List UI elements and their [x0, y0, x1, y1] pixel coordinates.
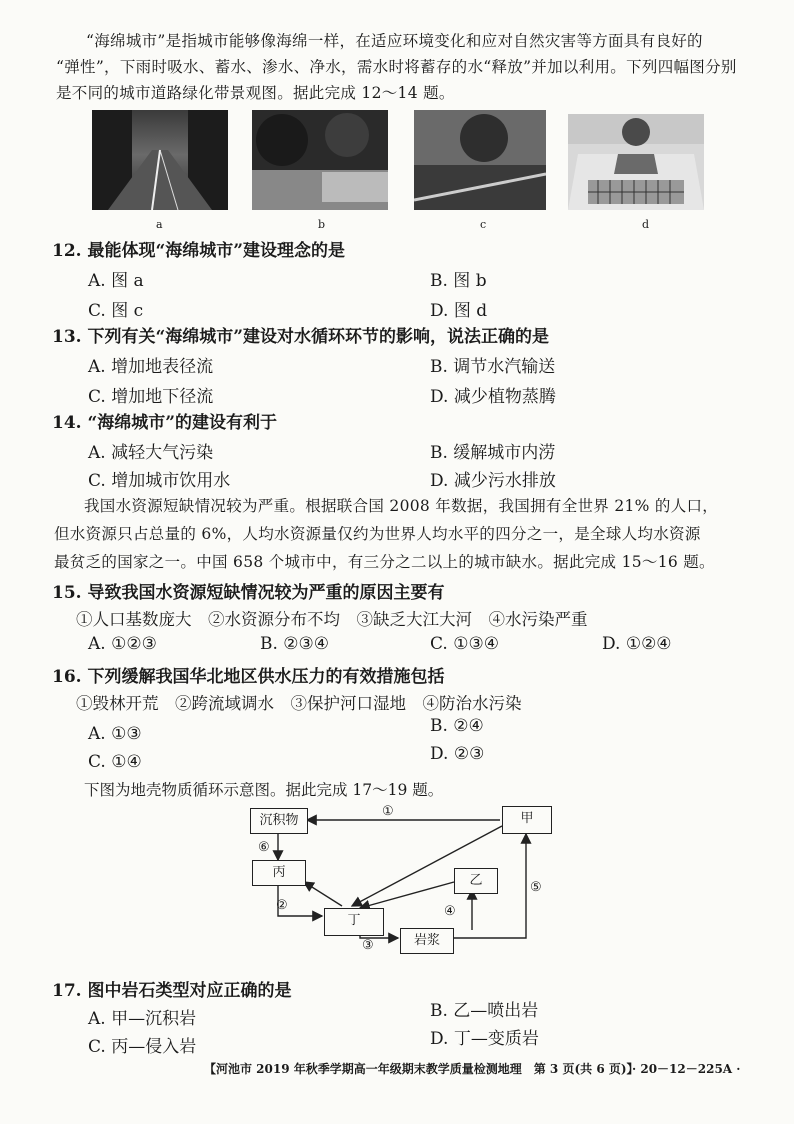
photo-caption-b: b	[318, 218, 326, 231]
q17-option-b[interactable]: B. 乙—喷出岩	[430, 1001, 539, 1021]
q12-option-c[interactable]: C. 图 c	[88, 301, 144, 321]
sediment-box: 沉积物	[250, 808, 308, 834]
q17-option-c[interactable]: C. 丙—侵入岩	[88, 1037, 197, 1057]
label-6: ⑥	[258, 840, 270, 855]
photo-a	[92, 110, 228, 210]
photo-c	[414, 110, 546, 210]
footer-page-info: 【河池市 2019 年秋季学期高一年级期末教学质量检测地理 第 3 页(共 6 页)】	[204, 1062, 639, 1076]
q12-option-d[interactable]: D. 图 d	[430, 301, 488, 321]
q13-option-c[interactable]: C. 增加地下径流	[88, 387, 214, 407]
q12-option-b[interactable]: B. 图 b	[430, 271, 487, 291]
q15-option-c[interactable]: C. ①③④	[430, 634, 499, 654]
question-15: 15. 导致我国水资源短缺情况较为严重的原因主要有	[52, 583, 445, 603]
intro-line: “弹性”，下雨时吸水、蓄水、渗水、净水，需水时将蓄存的水“释放”并加以利用。下列四幅图分别	[56, 58, 737, 76]
question-14: 14. “海绵城市”的建设有利于	[52, 413, 278, 433]
label-1: ①	[382, 804, 394, 819]
q14-option-a[interactable]: A. 减轻大气污染	[88, 443, 214, 463]
water-line: 我国水资源短缺情况较为严重。根据联合国 2008 年数据，我国拥有全世界 21% 的人口，	[84, 497, 719, 515]
footer-code: · 20－12－225A ·	[632, 1062, 741, 1076]
q15-option-b[interactable]: B. ②③④	[260, 634, 330, 654]
q13-option-b[interactable]: B. 调节水汽输送	[430, 357, 556, 377]
q15-option-d[interactable]: D. ①②④	[602, 634, 672, 654]
photo-caption-a: a	[156, 218, 163, 231]
question-16: 16. 下列缓解我国华北地区供水压力的有效措施包括	[52, 667, 445, 687]
label-2: ②	[276, 898, 288, 913]
photo-caption-c: c	[480, 218, 487, 231]
q15-option-a[interactable]: A. ①②③	[88, 634, 157, 654]
diagram-intro: 下图为地壳物质循环示意图。据此完成 17～19 题。	[84, 781, 444, 799]
greenbelt-image	[414, 110, 546, 210]
intro-paragraph	[56, 28, 756, 106]
q17-option-d[interactable]: D. 丁—变质岩	[430, 1029, 539, 1049]
question-13: 13. 下列有关“海绵城市”建设对水循环环节的影响，说法正确的是	[52, 327, 550, 347]
water-paragraph	[54, 492, 768, 576]
road-image	[92, 110, 228, 210]
q17-option-a[interactable]: A. 甲—沉积岩	[88, 1009, 197, 1029]
q13-option-d[interactable]: D. 减少植物蒸腾	[430, 387, 556, 407]
jia-box: 甲	[502, 806, 552, 834]
q16-option-d[interactable]: D. ②③	[430, 744, 485, 764]
q15-items: ①人口基数庞大 ②水资源分布不均 ③缺乏大江大河 ④水污染严重	[76, 610, 588, 629]
intro-line: 是不同的城市道路绿化带景观图。据此完成 12～14 题。	[56, 84, 455, 102]
drain-image	[568, 114, 704, 210]
park-image	[252, 110, 388, 210]
photo-d	[568, 114, 704, 210]
ding-box: 丁	[324, 908, 384, 936]
question-17: 17. 图中岩石类型对应正确的是	[52, 981, 292, 1001]
label-4: ④	[444, 904, 456, 919]
q16-option-c[interactable]: C. ①④	[88, 752, 142, 772]
q13-option-a[interactable]: A. 增加地表径流	[88, 357, 214, 377]
water-line: 最贫乏的国家之一。中国 658 个城市中，有三分之二以上的城市缺水。据此完成 15～16 题。	[54, 553, 715, 571]
magma-box: 岩浆	[400, 928, 454, 954]
label-5: ⑤	[530, 880, 542, 895]
q16-option-a[interactable]: A. ①③	[88, 724, 142, 744]
label-3: ③	[362, 938, 374, 953]
q16-items: ①毁林开荒 ②跨流域调水 ③保护河口湿地 ④防治水污染	[76, 694, 522, 713]
q14-option-c[interactable]: C. 增加城市饮用水	[88, 471, 231, 491]
q16-option-b[interactable]: B. ②④	[430, 716, 484, 736]
intro-line: “海绵城市”是指城市能够像海绵一样，在适应环境变化和应对自然灾害等方面具有良好的	[86, 32, 703, 50]
q14-option-b[interactable]: B. 缓解城市内涝	[430, 443, 556, 463]
question-12: 12. 最能体现“海绵城市”建设理念的是	[52, 241, 346, 261]
yi-box: 乙	[454, 868, 498, 894]
q14-option-d[interactable]: D. 减少污水排放	[430, 471, 556, 491]
photo-caption-d: d	[642, 218, 650, 231]
q12-option-a[interactable]: A. 图 a	[88, 271, 144, 291]
photo-b	[252, 110, 388, 210]
bing-box: 丙	[252, 860, 306, 886]
rock-cycle-diagram	[240, 798, 570, 968]
water-line: 但水资源只占总量的 6%，人均水资源量仅约为世界人均水平的四分之一，是全球人均水资源	[54, 525, 701, 543]
